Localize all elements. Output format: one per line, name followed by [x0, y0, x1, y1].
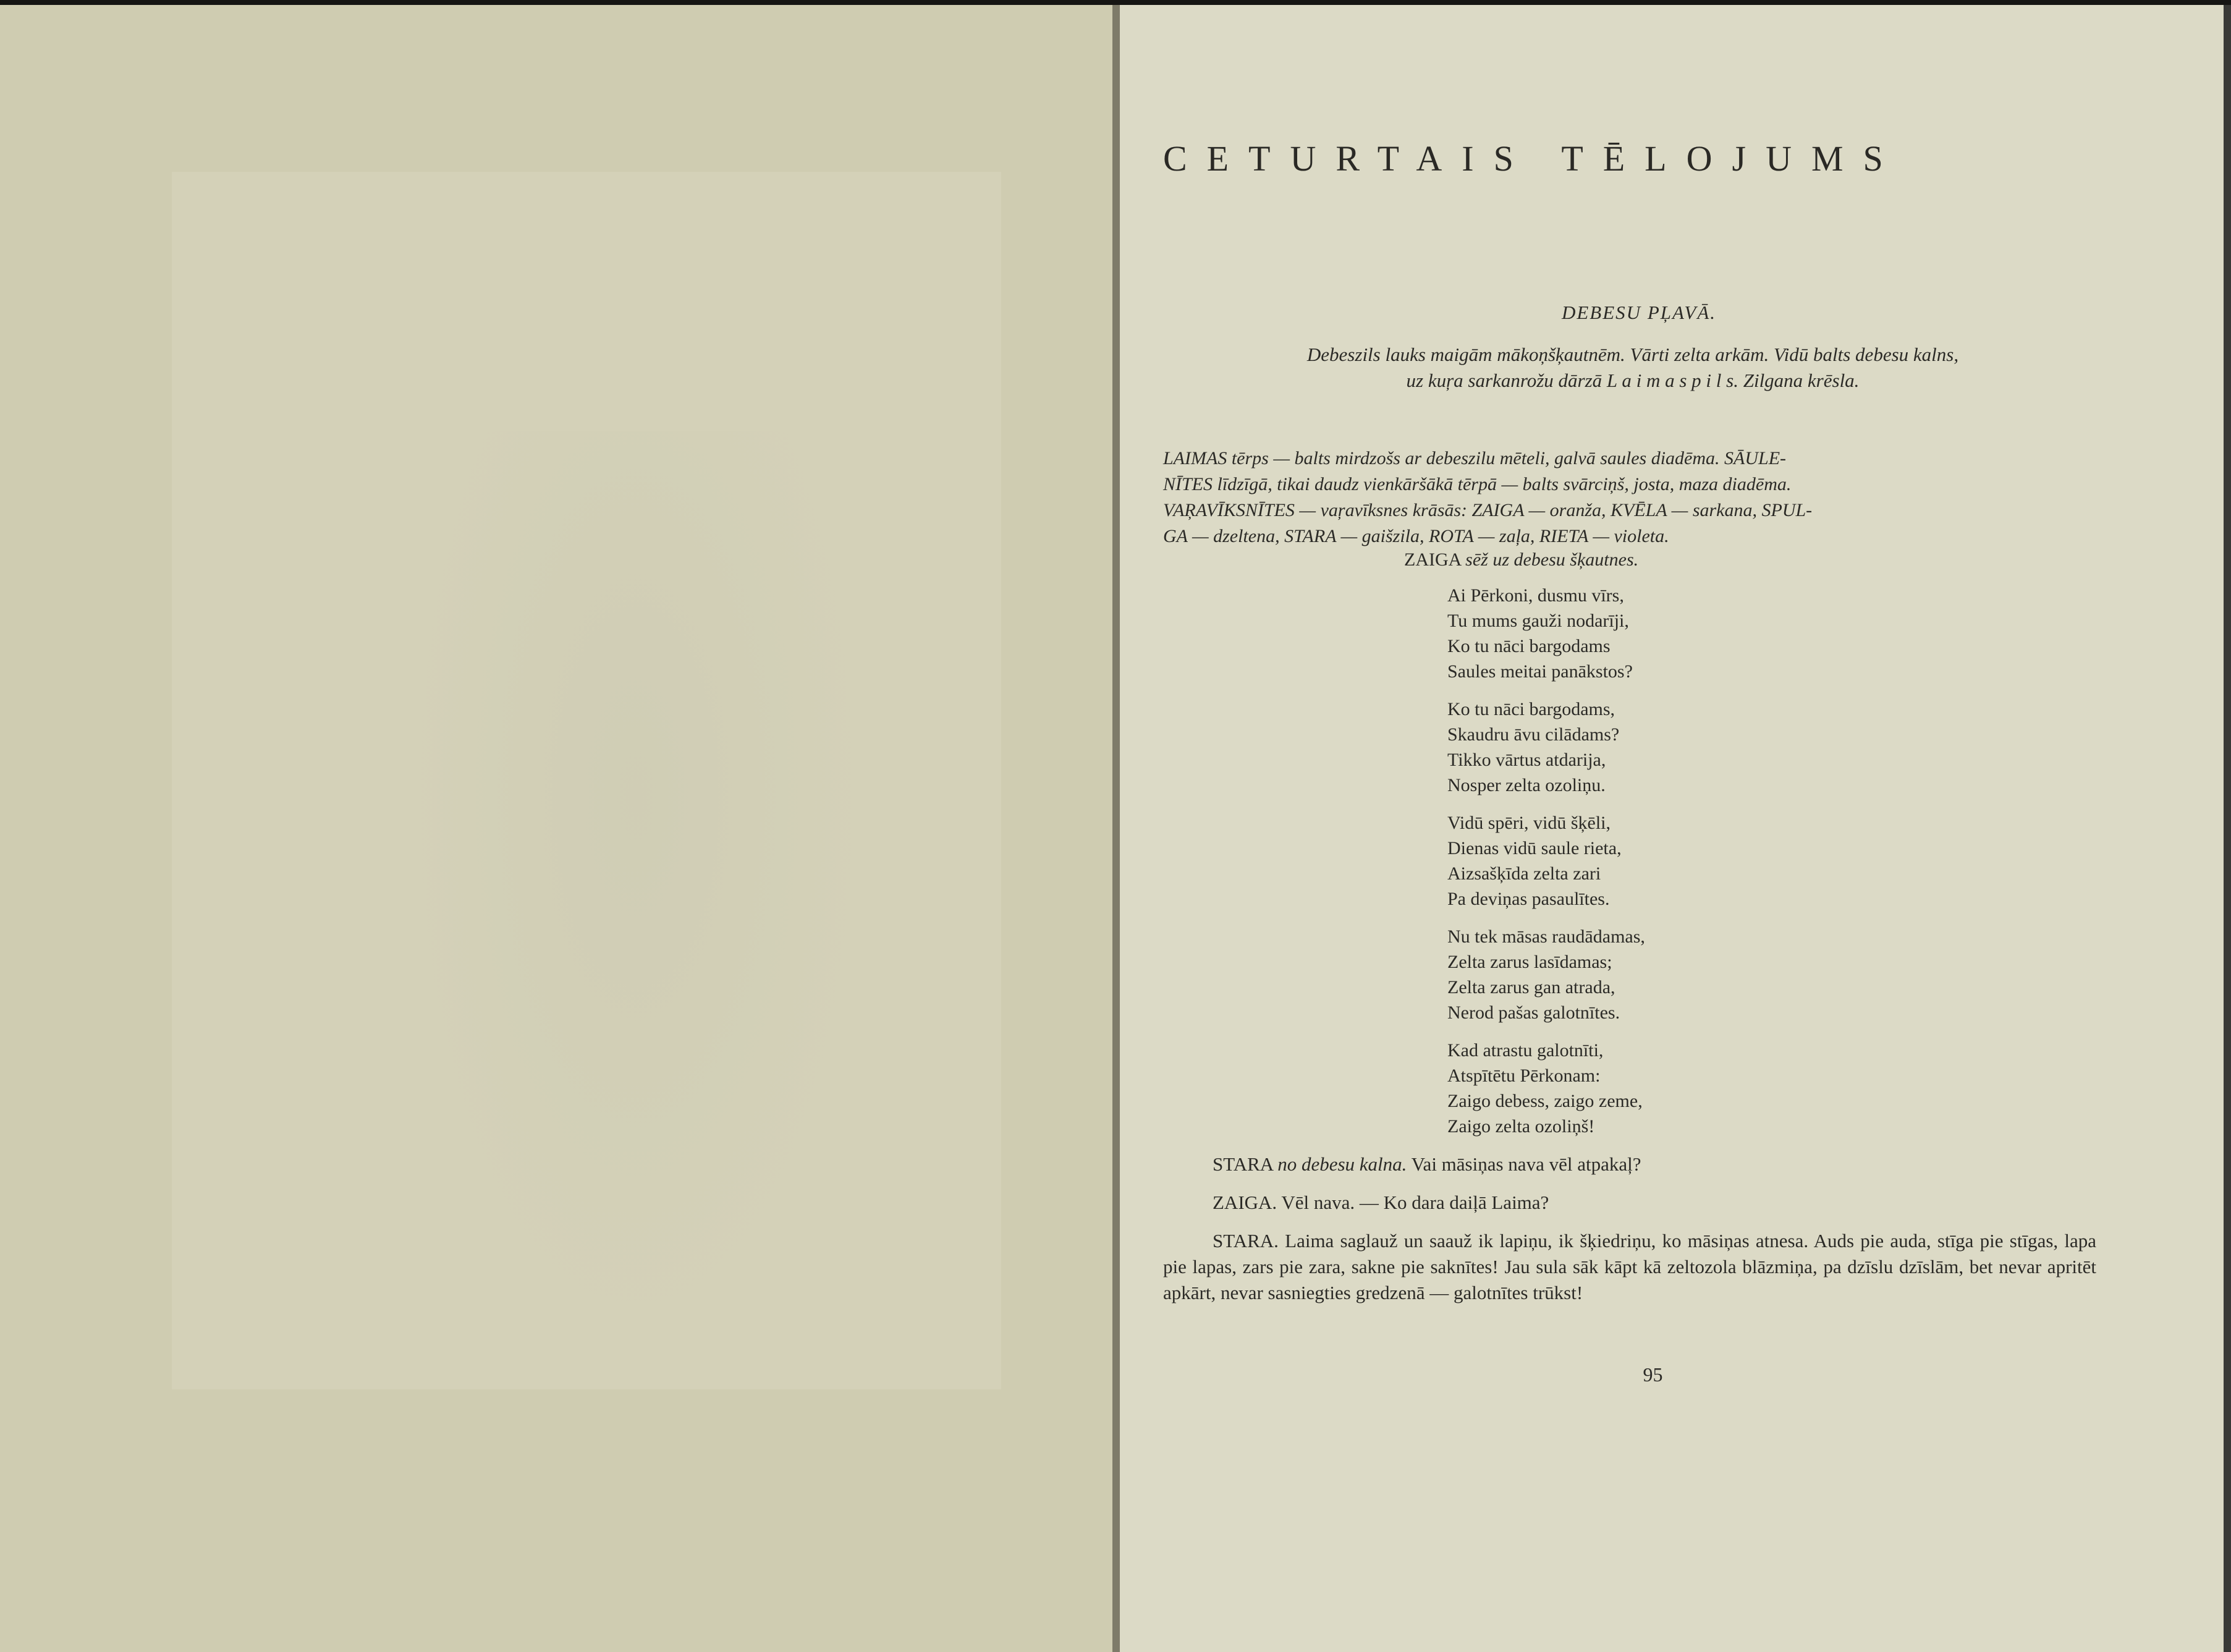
poem-line: Kad atrastu galotnīti,: [1447, 1040, 1604, 1061]
poem-line: Dienas vidū saule rieta,: [1447, 838, 1622, 858]
poem-line: Ko tu nāci bargodams: [1447, 636, 1611, 656]
dialogue-line: [1163, 1190, 2096, 1216]
poem-line: Zaigo zelta ozoliņš!: [1447, 1116, 1595, 1137]
costume-description: [1163, 446, 2096, 549]
poem-line: Pa deviņas pasaulītes.: [1447, 889, 1610, 909]
scene-heading: DEBESU PĻAVĀ.: [1561, 302, 1717, 323]
book-gutter: [1112, 5, 1120, 1652]
poem-line: Tikko vārtus atdarija,: [1447, 750, 1606, 770]
speaker-name: ZAIGA: [1404, 549, 1461, 570]
costume-line: LAIMAS tērps — balts mirdzošs ar debeszilu mēteli, galvā saules diadēma. SĀULE-: [1163, 448, 1787, 468]
costume-line: VAŖAVĪKSNĪTES — vaŗavīksnes krāsās: ZAIGA — oranža, KVĒLA — sarkana, SPUL-: [1163, 500, 1813, 520]
poem-stanza: [1447, 810, 1942, 912]
chapter-title: CETURTAIS TĒLOJUMS: [1163, 138, 1903, 179]
poem-line: Skaudru āvu cilādams?: [1447, 724, 1620, 745]
illustration-faint-figure: [402, 431, 871, 1346]
poem-stanza: [1447, 697, 1942, 798]
poem-line: Ko tu nāci bargodams,: [1447, 699, 1615, 719]
poem-line: Vidū spēri, vidū šķēli,: [1447, 813, 1611, 833]
poem-line: Saules meitai panākstos?: [1447, 661, 1633, 682]
page-edge: [2224, 5, 2231, 1652]
dialogue-text: Laima saglauž un saauž ik lapiņu, ik šķiedriņu, ko māsiņas atnesa. Auds pie auda, stīga pie stīgas, lapa pie lapas, zars pie zara, sakne pie saknītes! Jau sula sāk kāpt kā zeltozola blāzmiņa, pa dzīslu dzīslām, bet nevar apritēt apkārt, nevar sasniegties gredzenā — galotnītes trūkst!: [1163, 1230, 2096, 1303]
poem-line: Nosper zelta ozoliņu.: [1447, 775, 1606, 795]
costume-line: GA — dzeltena, STARA — gaišzila, ROTA — zaļa, RIETA — violeta.: [1163, 526, 1669, 546]
speaker-name: STARA: [1213, 1153, 1273, 1175]
scene-description-line: uz kuŗa sarkanrožu dārzā L a i m a s p i l s. Zilgana krēsla.: [1406, 370, 1860, 391]
costume-line: NĪTES līdzīgā, tikai daudz vienkāršākā tērpā — balts svārciņš, josta, maza diadēma.: [1163, 474, 1792, 494]
poem-line: Nerod pašas galotnītes.: [1447, 1002, 1620, 1023]
scene-description-line: Debeszils lauks maigām mākoņšķautnēm. Vārti zelta arkām. Vidū balts debesu kalns,: [1306, 344, 1959, 365]
dialogue: [1163, 1151, 2096, 1318]
scene-description: [1169, 342, 2096, 394]
poem-line: Nu tek māsas raudādamas,: [1447, 926, 1645, 947]
poem-stanza: [1447, 1038, 1942, 1139]
poem-line: Ai Pērkoni, dusmu vīrs,: [1447, 585, 1624, 606]
poem-line: Atspītētu Pērkonam:: [1447, 1065, 1601, 1086]
right-page: [1120, 5, 2224, 1652]
dialogue-line: [1163, 1228, 2096, 1306]
poem-line: Zelta zarus lasīdamas;: [1447, 952, 1612, 972]
poem-stanza: [1447, 924, 1942, 1025]
left-page: [0, 5, 1112, 1652]
stage-direction-text: sēž uz debesu šķautnes.: [1465, 549, 1639, 570]
poem-line: Tu mums gauži nodarīji,: [1447, 611, 1629, 631]
dialogue-text: Vai māsiņas nava vēl atpakaļ?: [1411, 1153, 1641, 1175]
poem: [1447, 583, 1942, 1151]
speaker-name: STARA.: [1213, 1230, 1279, 1252]
speaker-name: ZAIGA.: [1213, 1192, 1277, 1213]
poem-line: Aizsašķīda zelta zari: [1447, 863, 1601, 884]
poem-stanza: [1447, 583, 1942, 684]
poem-line: Zaigo debess, zaigo zeme,: [1447, 1091, 1643, 1111]
dialogue-line: [1163, 1151, 2096, 1177]
stage-direction-text: no debesu kalna.: [1277, 1153, 1407, 1175]
stage-direction-zaiga: [1404, 548, 1960, 572]
poem-line: Zelta zarus gan atrada,: [1447, 977, 1615, 998]
dialogue-text: Vēl nava. — Ko dara daiļā Laima?: [1281, 1192, 1549, 1213]
page-number: 95: [1643, 1363, 1663, 1386]
